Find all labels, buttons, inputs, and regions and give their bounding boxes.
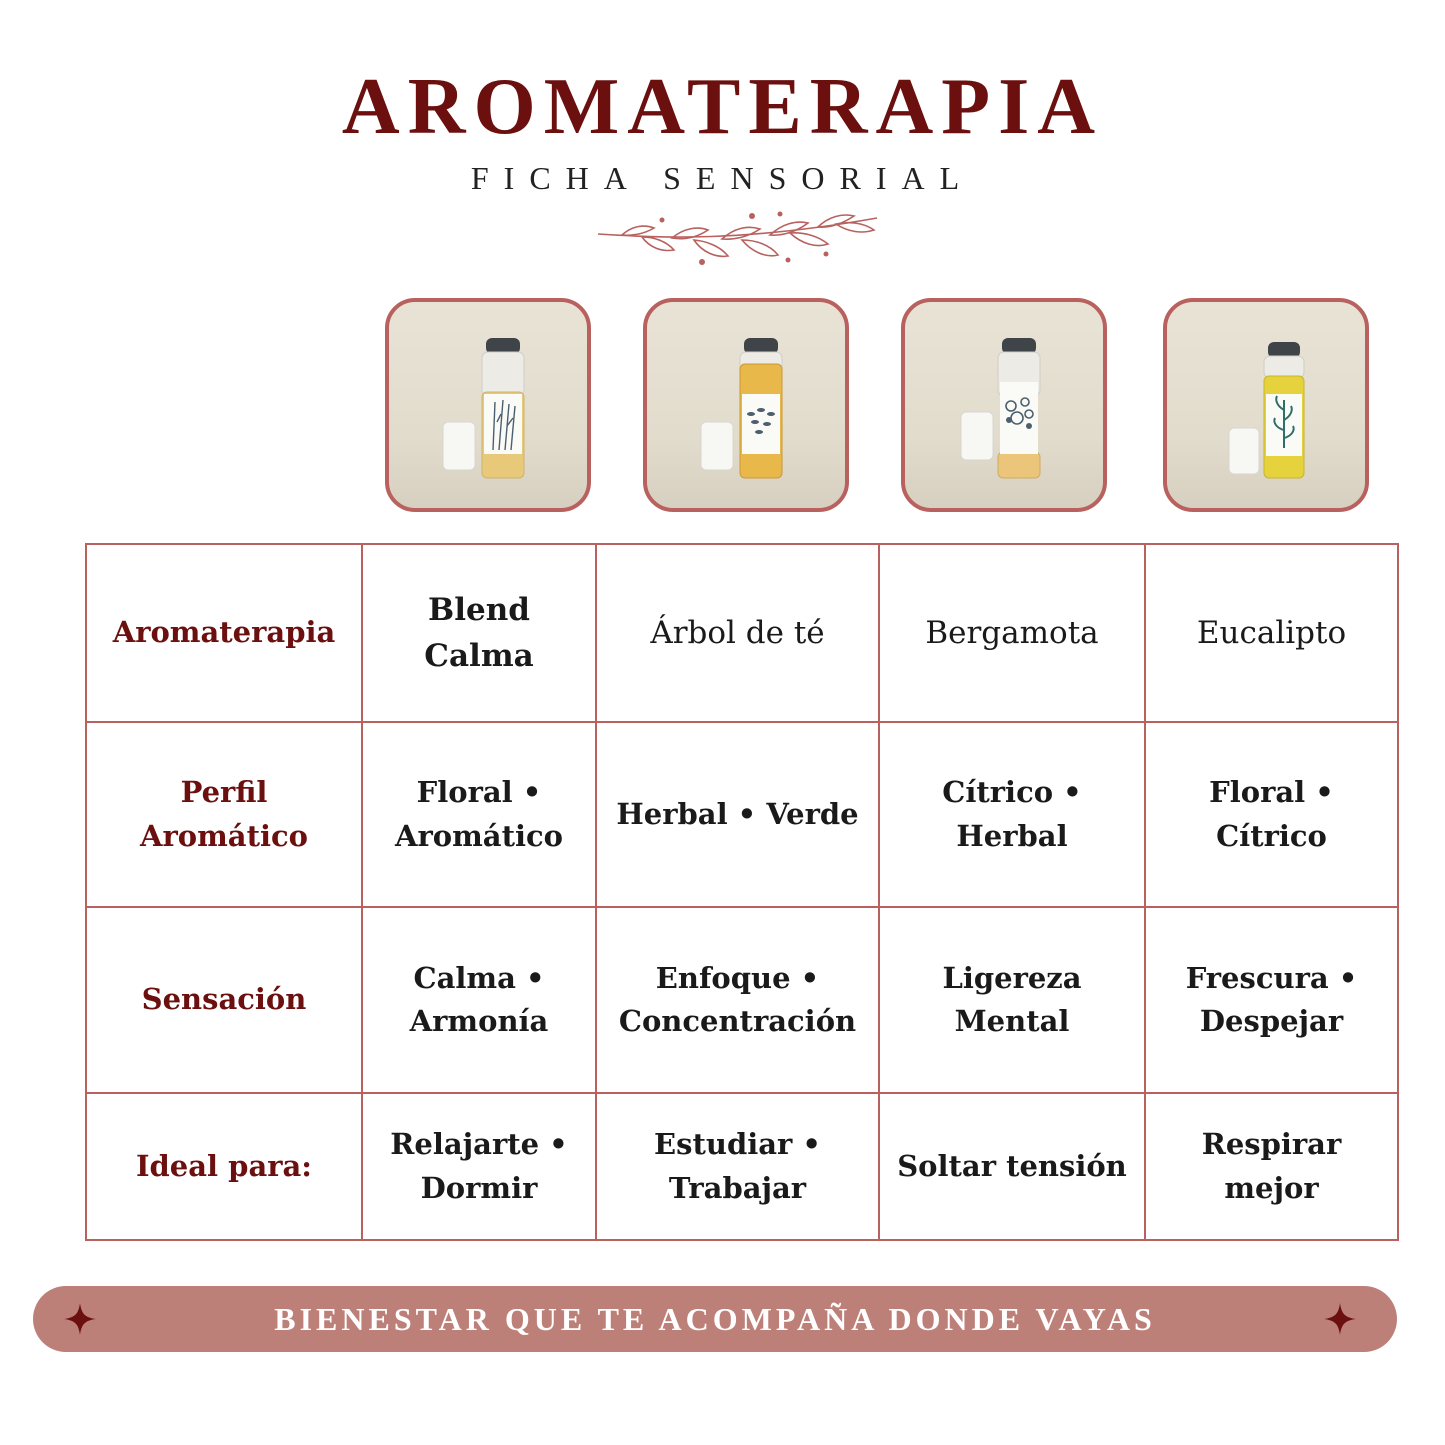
four-point-star-icon xyxy=(1323,1302,1357,1336)
roller-bottle-icon xyxy=(1167,302,1365,508)
product-photo-bergamota xyxy=(901,298,1107,512)
cell-ideal-arbol-de-te: Estudiar • Trabajar xyxy=(596,1093,879,1240)
banner-text: BIENESTAR QUE TE ACOMPAÑA DONDE VAYAS xyxy=(274,1301,1156,1337)
product-photo-eucalipto xyxy=(1163,298,1369,512)
cell-ideal-eucalipto: Respirar mejor xyxy=(1145,1093,1398,1240)
product-photo-blend-calma xyxy=(385,298,591,512)
cell-sensacion-eucalipto: Frescura • Despejar xyxy=(1145,907,1398,1093)
table-row xyxy=(86,907,1398,1093)
table-row xyxy=(86,1093,1398,1240)
cell-sensacion-arbol-de-te: Enfoque • Concentración xyxy=(596,907,879,1093)
table-row xyxy=(86,722,1398,907)
row-header-aromaterapia: Aromaterapia xyxy=(86,544,362,722)
cell-sensacion-bergamota: Ligereza Mental xyxy=(879,907,1145,1093)
cell-name-bergamota: Bergamota xyxy=(879,544,1145,722)
page-subtitle: FICHA SENSORIAL xyxy=(470,160,975,196)
cell-perfil-blend-calma: Floral • Aromático xyxy=(362,722,596,907)
roller-bottle-icon xyxy=(389,302,587,508)
cell-name-blend-calma: Blend Calma xyxy=(362,544,596,722)
cell-ideal-blend-calma: Relajarte • Dormir xyxy=(362,1093,596,1240)
row-header-sensacion: Sensación xyxy=(86,907,362,1093)
product-photo-arbol-de-te xyxy=(643,298,849,512)
cell-ideal-bergamota: Soltar tensión xyxy=(879,1093,1145,1240)
row-header-ideal: Ideal para: xyxy=(86,1093,362,1240)
cell-name-arbol-de-te: Árbol de té xyxy=(596,544,879,722)
roller-bottle-icon xyxy=(647,302,845,508)
sensory-table xyxy=(85,543,1399,1241)
table-row xyxy=(86,544,1398,722)
page-title: AROMATERAPIA xyxy=(341,63,1104,151)
cell-perfil-arbol-de-te: Herbal • Verde xyxy=(596,722,879,907)
cell-perfil-bergamota: Cítrico • Herbal xyxy=(879,722,1145,907)
leaf-sprig-icon xyxy=(592,208,882,270)
cell-name-eucalipto: Eucalipto xyxy=(1145,544,1398,722)
footer-banner xyxy=(33,1286,1397,1352)
cell-sensacion-blend-calma: Calma • Armonía xyxy=(362,907,596,1093)
cell-perfil-eucalipto: Floral • Cítrico xyxy=(1145,722,1398,907)
row-header-perfil: Perfil Aromático xyxy=(86,722,362,907)
roller-bottle-icon xyxy=(905,302,1103,508)
